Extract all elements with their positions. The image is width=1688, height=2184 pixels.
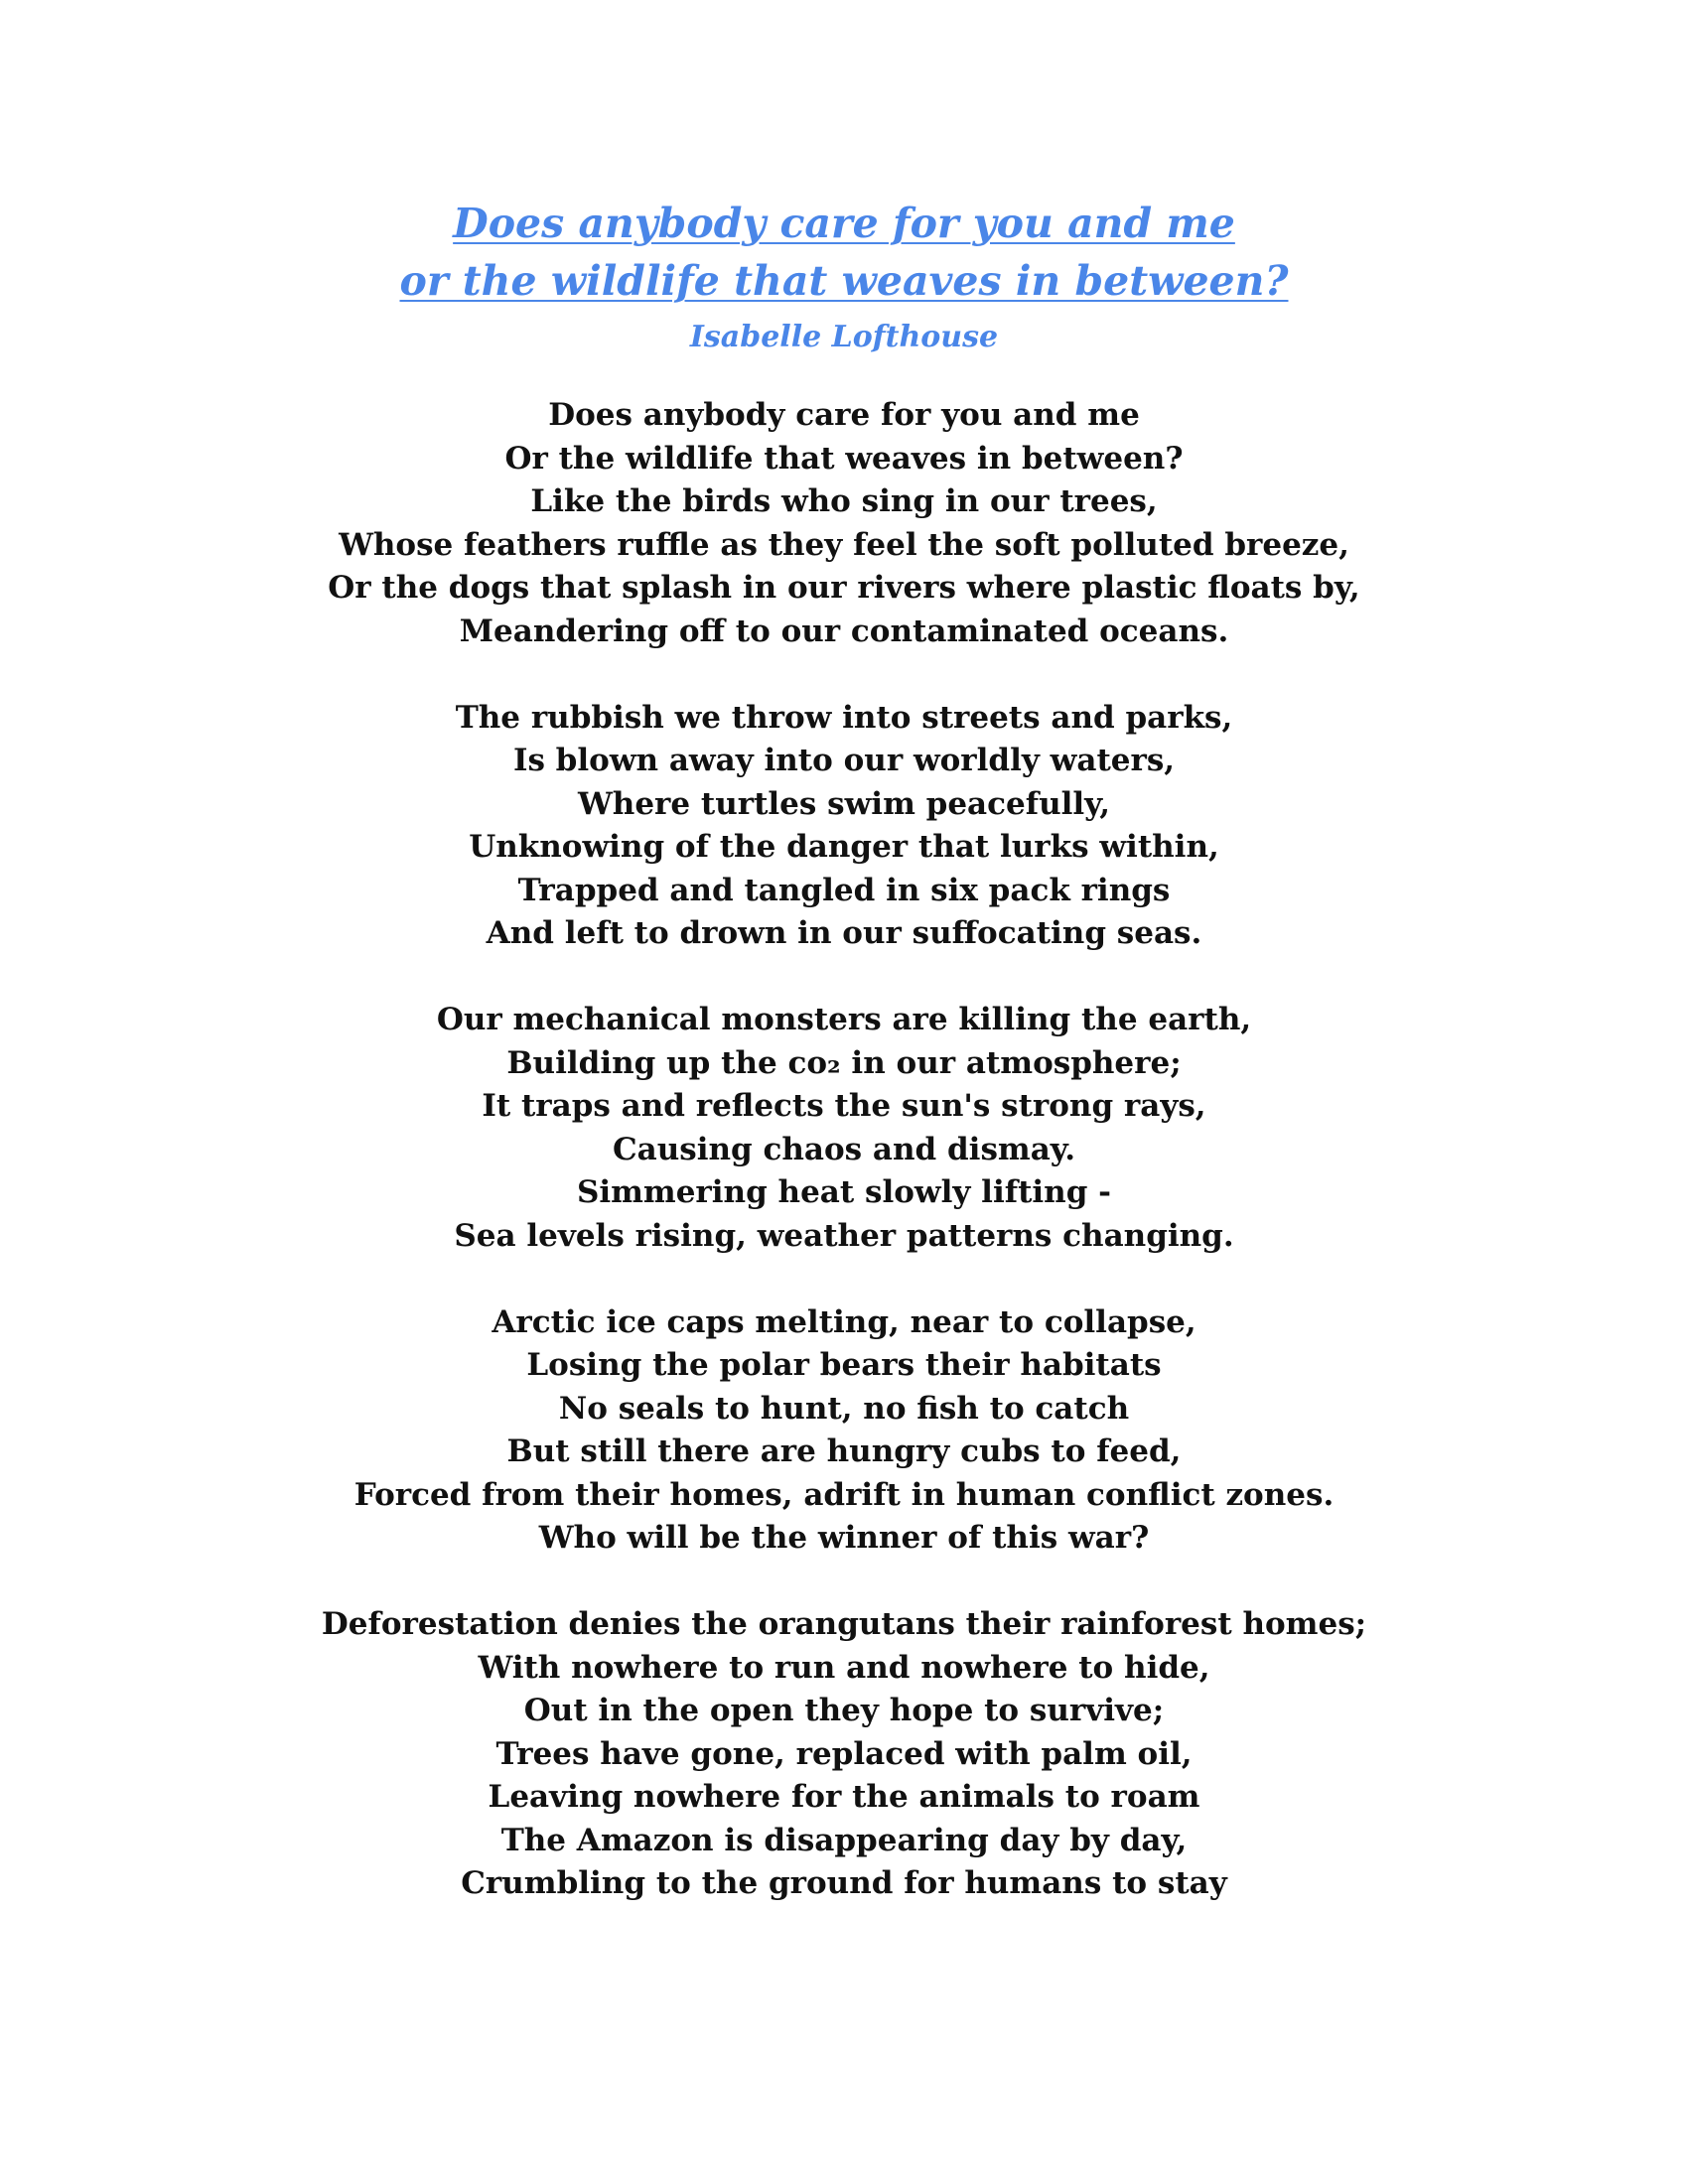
poem-body	[0, 394, 1688, 1949]
poem-line: Unknowing of the danger that lurks within,	[469, 829, 1219, 865]
poem-line: Meandering off to our contaminated oceans.	[459, 613, 1229, 649]
poem-line: Leaving nowhere for the animals to roam	[488, 1779, 1200, 1815]
poem-line: Is blown away into our worldly waters,	[512, 743, 1176, 778]
poem-title-line-2: or the wildlife that weaves in between?	[399, 257, 1289, 305]
poem-line: Crumbling to the ground for humans to stay	[461, 1865, 1227, 1901]
poem-line: And left to drown in our suffocating seas.	[486, 915, 1202, 951]
poem-line: Our mechanical monsters are killing the earth,	[436, 1002, 1252, 1037]
stanza-2	[0, 697, 1688, 956]
poem-line: Does anybody care for you and me	[548, 397, 1140, 433]
poem-line: Out in the open they hope to survive;	[523, 1693, 1165, 1728]
stanza-4	[0, 1301, 1688, 1561]
poem-line: Where turtles swim peacefully,	[577, 785, 1111, 822]
title-block	[0, 195, 1688, 361]
poem-line: It traps and reflects the sun's strong rays,	[482, 1088, 1206, 1124]
poem-line: Building up the co₂ in our atmosphere;	[506, 1044, 1182, 1081]
poem-line: Forced from their homes, adrift in human conflict zones.	[353, 1476, 1335, 1513]
poem-line: Or the wildlife that weaves in between?	[504, 440, 1184, 477]
poem-line: Whose feathers ruffle as they feel the soft polluted breeze,	[339, 526, 1349, 563]
poem-line: The rubbish we throw into streets and parks,	[455, 699, 1233, 736]
poem-title-line-1: Does anybody care for you and me	[453, 200, 1235, 247]
poem-line: Or the dogs that splash in our rivers where plastic floats by,	[328, 570, 1360, 606]
poem-line: Simmering heat slowly lifting -	[576, 1174, 1112, 1210]
stanza-5	[0, 1603, 1688, 1906]
poem-line: No seals to hunt, no fish to catch	[558, 1390, 1130, 1427]
poem-line: Arctic ice caps melting, near to collapse,	[492, 1303, 1196, 1340]
stanza-3	[0, 999, 1688, 1258]
poem-line: With nowhere to run and nowhere to hide,	[478, 1649, 1210, 1686]
poem-line: Like the birds who sing in our trees,	[530, 483, 1158, 519]
poem-line: The Amazon is disappearing day by day,	[500, 1822, 1188, 1858]
poem-line: Losing the polar bears their habitats	[526, 1347, 1162, 1383]
poem-line: Causing chaos and dismay.	[612, 1131, 1076, 1167]
stanza-1	[0, 394, 1688, 653]
poem-line: Trapped and tangled in six pack rings	[517, 872, 1171, 908]
poem-line: But still there are hungry cubs to feed,	[506, 1433, 1182, 1469]
poem-author: Isabelle Lofthouse	[689, 320, 999, 354]
poem-line: Trees have gone, replaced with palm oil,	[495, 1735, 1193, 1772]
poem-line: Deforestation denies the orangutans their rainforest homes;	[321, 1606, 1367, 1642]
poem-line: Sea levels rising, weather patterns changing.	[454, 1217, 1234, 1254]
poem-line: Who will be the winner of this war?	[538, 1520, 1150, 1556]
